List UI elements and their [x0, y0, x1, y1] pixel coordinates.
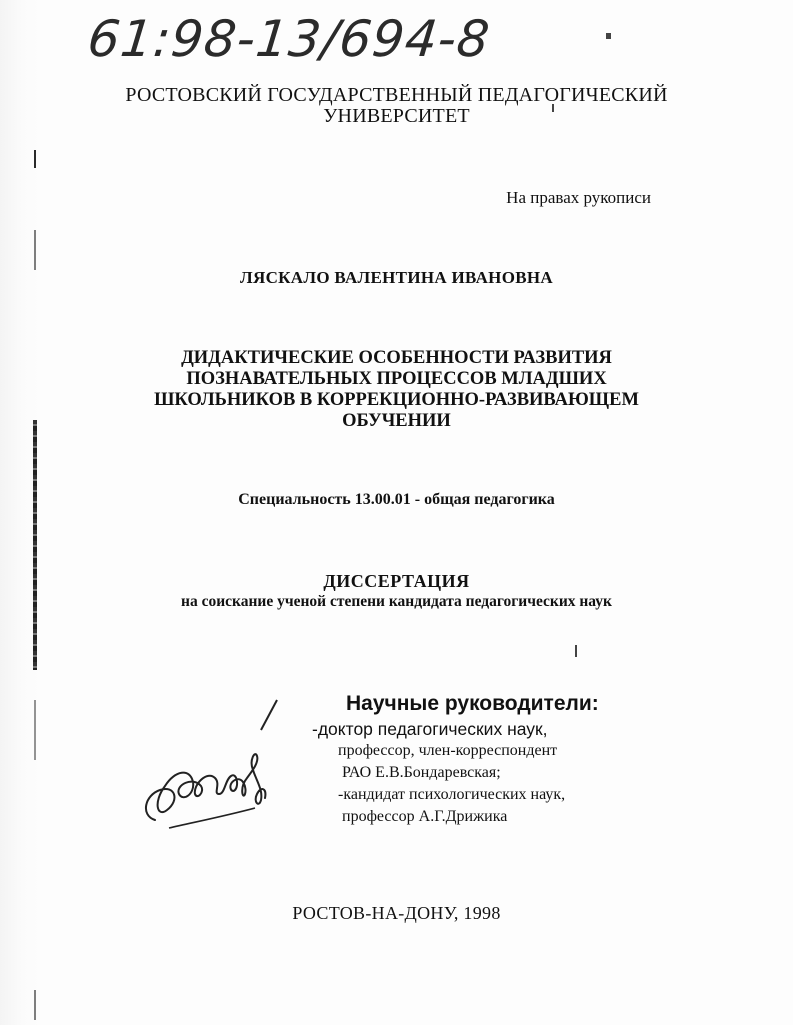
scan-speck: [575, 645, 577, 657]
scan-artifact-line: [34, 990, 36, 1020]
university-name: [0, 85, 793, 127]
scan-speck: [606, 33, 611, 39]
university-line-2: УНИВЕРСИТЕТ: [323, 105, 470, 127]
supervisor-line-3: РАО Е.В.Бондаревская;: [342, 764, 501, 781]
scan-artifact-strip: [33, 420, 37, 670]
title-line-4: ОБУЧЕНИИ: [342, 411, 451, 431]
scan-artifact-line: [34, 700, 36, 760]
city-year: РОСТОВ-НА-ДОНУ, 1998: [292, 903, 501, 923]
supervisor-line-2: профессор, член-корреспондент: [338, 742, 558, 759]
scan-artifact-line: [34, 150, 36, 168]
scan-artifact-line: [34, 230, 36, 270]
manuscript-note: На правах рукописи: [506, 188, 651, 207]
signature-handwritten: [135, 690, 315, 840]
supervisor-line-5: профессор А.Г.Дрижика: [342, 808, 508, 825]
dissertation-title: [0, 348, 793, 432]
supervisors-heading: Научные руководители:: [346, 692, 599, 715]
author-name: ЛЯСКАЛО ВАЛЕНТИНА ИВАНОВНА: [240, 268, 553, 287]
university-line-1: РОСТОВСКИЙ ГОСУДАРСТВЕННЫЙ ПЕДАГОГИЧЕСКИЙ: [125, 84, 668, 106]
title-line-2: ПОЗНАВАТЕЛЬНЫХ ПРОЦЕССОВ МЛАДШИХ: [186, 369, 607, 389]
archive-number-handwritten: 61:98-13/694-8: [84, 10, 493, 68]
document-type: ДИССЕРТАЦИЯ: [323, 571, 470, 591]
title-line-1: ДИДАКТИЧЕСКИЕ ОСОБЕННОСТИ РАЗВИТИЯ: [181, 348, 612, 368]
title-line-3: ШКОЛЬНИКОВ В КОРРЕКЦИОННО-РАЗВИВАЮЩЕМ: [154, 390, 639, 410]
degree-line: на соискание ученой степени кандидата педагогических наук: [181, 593, 612, 610]
specialty-line: Специальность 13.00.01 - общая педагогика: [238, 491, 555, 508]
supervisors-block: [310, 690, 770, 828]
supervisor-line-4: -кандидат психологических наук,: [338, 786, 566, 803]
supervisor-line-1: -доктор педагогических наук,: [312, 719, 548, 739]
